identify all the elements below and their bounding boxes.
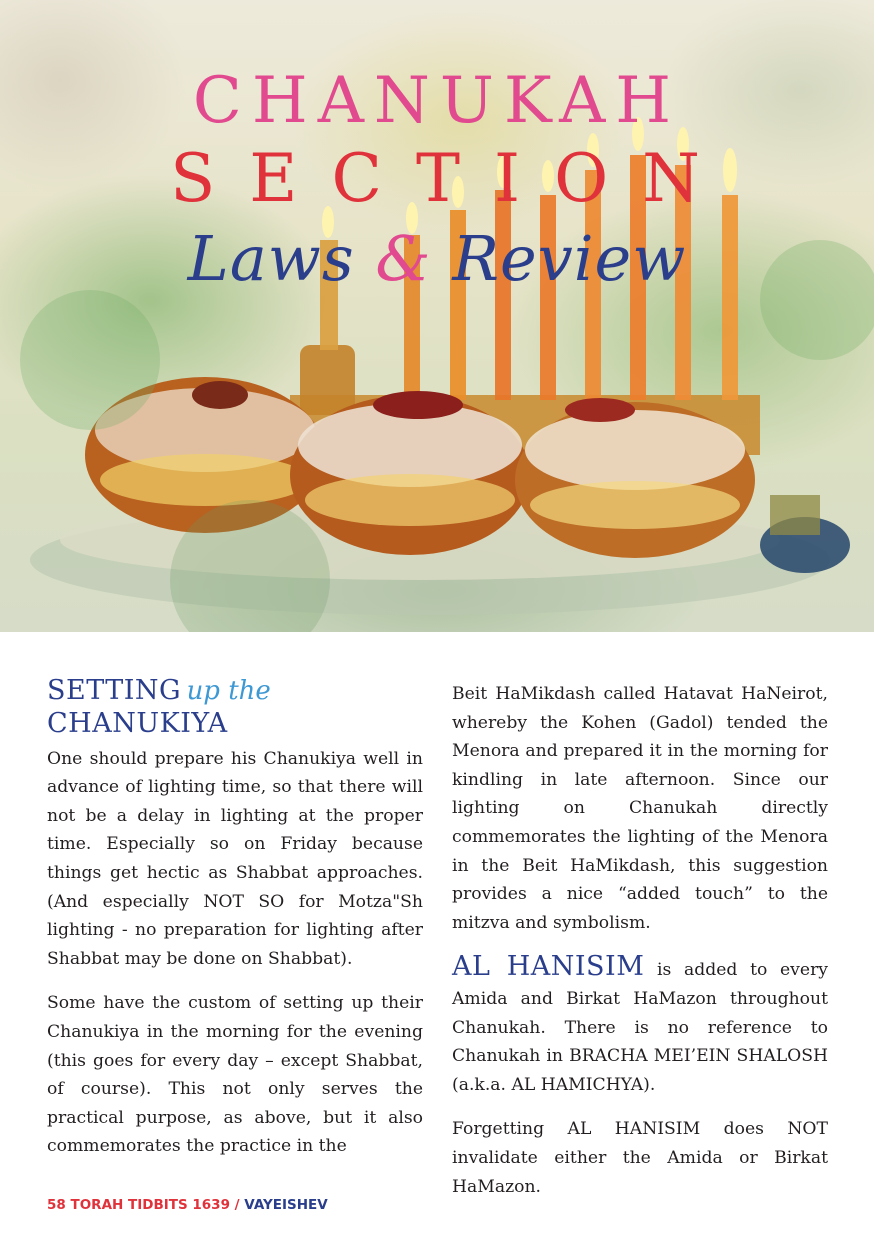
title-chanukah: CHANUKAH	[192, 64, 682, 138]
setting-up-continued-paragraph: Beit HaMikdash called Hatavat HaNeirot, whereby the Kohen (Gadol) tended the Menora and prepared it in the morning for kindling in late afternoon. Since our lighting on Chanukah directly commemorates the lighting of the Menora in the Beit HaMikdash, this suggestion provides a nice “added touch” to the mitzva and symbolism.	[452, 684, 828, 933]
heading-setting: SETTING	[47, 675, 182, 706]
heading-up-the: up the	[186, 676, 271, 706]
al-hanisim-paragraph	[452, 953, 828, 1099]
forgetting-al-hanisim-paragraph: Forgetting AL HANISIM does NOT invalidate either the Amida or Birkat HaMazon.	[452, 1119, 828, 1197]
title-laws: Laws	[187, 222, 355, 295]
footer-page-info: 58 TORAH TIDBITS 1639 /	[47, 1197, 240, 1213]
title-ampersand: &	[375, 222, 432, 295]
right-column	[452, 680, 828, 1201]
al-hanisim-lead-text: is added to every Amida and Birkat HaMazon throughout Chanukah. There is no reference to Chanukah in BRACHA MEI’EIN SHALOSH (a.k.a. AL HAMICHYA).	[452, 960, 828, 1095]
footer-parsha: VAYEISHEV	[239, 1197, 328, 1213]
title-laws-review	[0, 222, 874, 295]
setting-up-paragraph-1: One should prepare his Chanukiya well in advance of lighting time, so that there will not be a delay in lighting at the proper time. Especially so on Friday because things get hectic as Shabbat approaches. (And especially NOT SO for Motza"Sh lighting - no preparation for lighting after Shabbat may be done on Shabbat).	[47, 748, 423, 969]
setting-up-heading	[47, 676, 423, 739]
title-review: Review	[452, 222, 687, 295]
left-column	[47, 676, 423, 1161]
heading-chanukiya: CHANUKIYA	[47, 707, 228, 739]
al-hanisim-heading: AL HANISIM	[452, 951, 645, 983]
setting-up-paragraph-2: Some have the custom of setting up their Chanukiya in the morning for the evening (this goes for every day – except Shabbat, of course). This not only serves the practical purpose, as above, but it also commemorates the practice in the	[47, 993, 423, 1157]
page-footer	[47, 1197, 328, 1213]
title-section: SECTION	[170, 140, 734, 217]
